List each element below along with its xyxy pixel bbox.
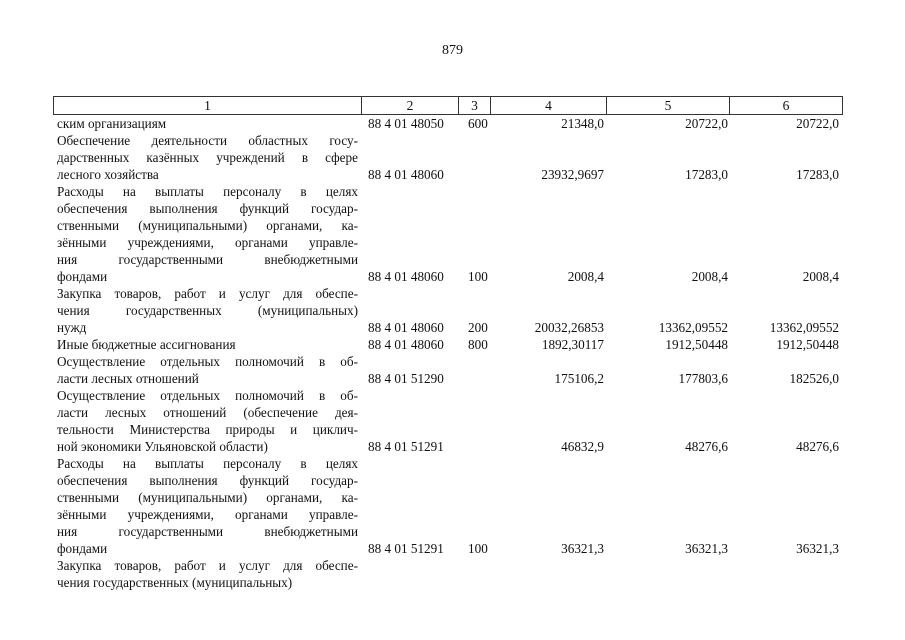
table-row	[57, 336, 847, 353]
table-row	[57, 115, 847, 132]
row-code: 88 4 01 51290	[368, 371, 444, 386]
row-code: 88 4 01 48060	[368, 269, 444, 284]
row-expense-type: 100	[468, 541, 488, 556]
description-line: ния государственными внебюджетными	[57, 524, 358, 539]
row-value-col-5: 13362,09552	[658, 320, 728, 335]
row-description	[57, 285, 358, 336]
description-line: Осуществление отдельных полномочий в об-	[57, 354, 358, 369]
table-row	[57, 557, 847, 591]
description-line: обеспечения выполнения функций государ-	[57, 201, 358, 216]
row-expense-type: 800	[468, 337, 488, 352]
table-header	[53, 96, 843, 115]
row-code: 88 4 01 48060	[368, 337, 444, 352]
row-value-col-4: 23932,9697	[541, 167, 604, 182]
row-value-col-4: 36321,3	[561, 541, 604, 556]
row-value-col-4: 1892,30117	[541, 337, 604, 352]
table-body	[57, 115, 847, 591]
row-description	[57, 183, 358, 285]
description-line: тельности Министерства природы и циклич-	[57, 422, 358, 437]
table-row	[57, 285, 847, 336]
description-line: фондами	[57, 541, 108, 556]
row-value-col-6: 36321,3	[796, 541, 839, 556]
row-description	[57, 387, 358, 455]
row-code: 88 4 01 51291	[368, 439, 444, 454]
description-line: зёнными учреждениями, органами управле-	[57, 507, 358, 522]
row-value-col-4: 21348,0	[561, 116, 604, 131]
header-col-6: 6	[730, 97, 843, 115]
header-col-3: 3	[459, 97, 491, 115]
row-description	[57, 336, 358, 353]
row-description	[57, 353, 358, 387]
table-row	[57, 455, 847, 557]
row-code: 88 4 01 48060	[368, 167, 444, 182]
description-line: ласти лесных отношений	[57, 371, 199, 386]
row-value-col-4: 2008,4	[567, 269, 604, 284]
header-col-4: 4	[491, 97, 607, 115]
row-value-col-5: 17283,0	[685, 167, 728, 182]
row-value-col-6: 182526,0	[789, 371, 839, 386]
description-line: ной экономики Ульяновской области)	[57, 439, 268, 454]
description-line: ским организациям	[57, 116, 167, 131]
description-line: фондами	[57, 269, 108, 284]
row-value-col-5: 2008,4	[691, 269, 728, 284]
row-value-col-6: 13362,09552	[769, 320, 839, 335]
row-description	[57, 557, 358, 591]
row-expense-type: 100	[468, 269, 488, 284]
header-col-5: 5	[607, 97, 730, 115]
description-line: ственными (муниципальными) органами, ка-	[57, 490, 358, 505]
table-row	[57, 387, 847, 455]
row-code: 88 4 01 51291	[368, 541, 444, 556]
description-line: ственными (муниципальными) органами, ка-	[57, 218, 358, 233]
description-line: Иные бюджетные ассигнования	[57, 337, 236, 352]
row-code: 88 4 01 48050	[368, 116, 444, 131]
description-line: обеспечения выполнения функций государ-	[57, 473, 358, 488]
description-line: нужд	[57, 320, 87, 335]
row-value-col-5: 177803,6	[678, 371, 728, 386]
row-expense-type: 600	[468, 116, 488, 131]
description-line: Осуществление отдельных полномочий в об-	[57, 388, 358, 403]
table-row	[57, 132, 847, 183]
description-line: чения государственных (муниципальных)	[57, 303, 358, 318]
row-value-col-6: 20722,0	[796, 116, 839, 131]
row-value-col-6: 48276,6	[796, 439, 839, 454]
row-value-col-5: 20722,0	[685, 116, 728, 131]
row-value-col-5: 1912,50448	[665, 337, 728, 352]
header-col-2: 2	[362, 97, 459, 115]
page-number: 879	[442, 43, 463, 58]
description-line: ния государственными внебюджетными	[57, 252, 358, 267]
row-value-col-5: 48276,6	[685, 439, 728, 454]
description-line: Расходы на выплаты персоналу в целях	[57, 456, 358, 471]
table-row	[57, 353, 847, 387]
row-value-col-6: 17283,0	[796, 167, 839, 182]
description-line: чения государственных (муниципальных)	[57, 575, 293, 590]
row-value-col-6: 2008,4	[802, 269, 839, 284]
row-value-col-5: 36321,3	[685, 541, 728, 556]
description-line: Обеспечение деятельности областных госу-	[57, 133, 358, 148]
description-line: лесного хозяйства	[57, 167, 159, 182]
row-expense-type: 200	[468, 320, 488, 335]
row-description	[57, 132, 358, 183]
row-description	[57, 115, 358, 132]
header-col-1: 1	[54, 97, 362, 115]
description-line: дарственных казённых учреждений в сфере	[57, 150, 358, 165]
description-line: Расходы на выплаты персоналу в целях	[57, 184, 358, 199]
description-line: Закупка товаров, работ и услуг для обеспе-	[57, 558, 358, 573]
row-value-col-4: 20032,26853	[534, 320, 604, 335]
description-line: ласти лесных отношений (обеспечение дея-	[57, 405, 358, 420]
row-value-col-4: 46832,9	[561, 439, 604, 454]
description-line: зёнными учреждениями, органами управле-	[57, 235, 358, 250]
row-description	[57, 455, 358, 557]
row-value-col-6: 1912,50448	[776, 337, 839, 352]
row-code: 88 4 01 48060	[368, 320, 444, 335]
table-row	[57, 183, 847, 285]
description-line: Закупка товаров, работ и услуг для обеспе-	[57, 286, 358, 301]
row-value-col-4: 175106,2	[554, 371, 604, 386]
